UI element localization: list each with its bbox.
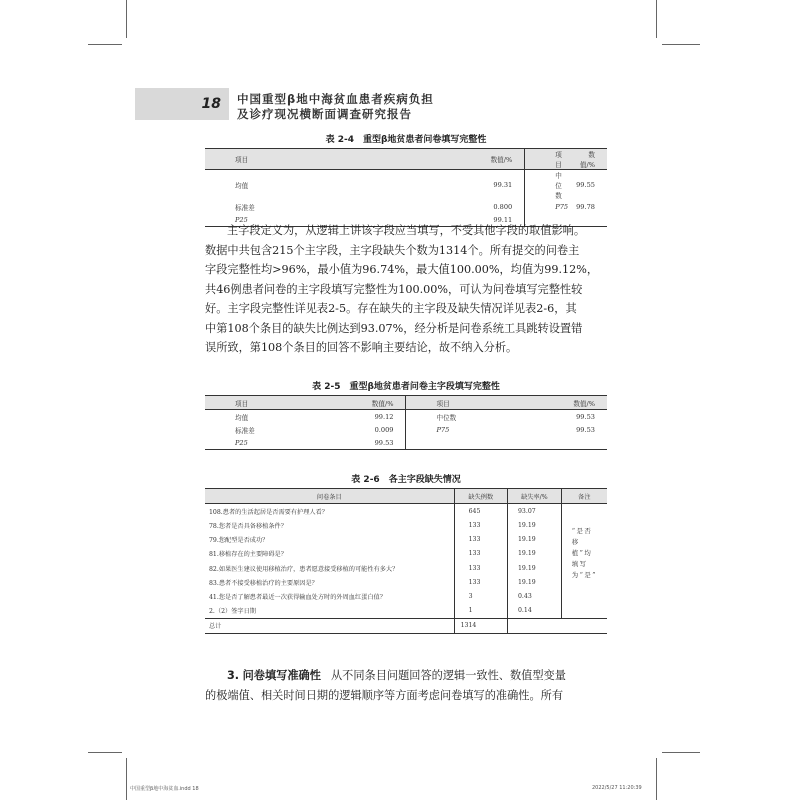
table-cell: 93.07	[507, 504, 561, 519]
crop-mark	[662, 752, 700, 753]
table-cell: 78.您者是否具备移植条件？	[205, 518, 454, 532]
table-cell: 81.移植存在的主要障碍是？	[205, 547, 454, 561]
table-cell: 99.53	[534, 410, 607, 424]
table-cell: 133	[454, 561, 507, 575]
table-cell: 133	[454, 533, 507, 547]
table-cell: 3	[454, 589, 507, 603]
table-cell: 99.11	[366, 213, 524, 227]
header-title-line2: 及诊疗现况横断面调查研究报告	[237, 107, 412, 121]
table-cell: 均值	[205, 410, 332, 424]
page-number: 18	[201, 96, 221, 112]
table-cell: 99.12	[332, 410, 406, 424]
paragraph-text: 从不同条目问题回答的逻辑一致性、数值型变量	[330, 669, 566, 682]
table-cell: 82.如果医生建议使用移植治疗，患者愿意接受移植的可能性有多大？	[205, 561, 454, 575]
table-row	[205, 589, 607, 603]
paragraph-line: 误所致，第108个条目的回答不影响主要结论，故不纳入分析。	[205, 341, 518, 354]
section-number: 3.	[227, 669, 240, 682]
table-2-4-caption: 表 2-4 重型β地贫患者问卷填写完整性	[325, 135, 487, 145]
table-row	[205, 575, 607, 589]
table-row	[205, 200, 607, 213]
table-cell: 99.31	[366, 170, 524, 201]
table-header-cell: 项目	[205, 396, 332, 410]
crop-mark	[126, 0, 127, 38]
crop-mark	[88, 752, 122, 753]
table-cell: P75	[436, 425, 450, 434]
table-cell: 19.19	[507, 518, 561, 532]
table-row	[205, 518, 607, 532]
paragraph-line: 字段完整性均>96%，最小值为96.74%，最大值100.00%，均值为99.12%，	[205, 263, 599, 276]
table-cell: 79.您配型是否成功？	[205, 533, 454, 547]
table-cell: 标准差	[235, 426, 255, 435]
table-cell: 0.009	[332, 423, 406, 436]
table-cell: 中位数	[406, 410, 534, 424]
table-cell: P75	[555, 202, 569, 211]
table-row	[205, 410, 607, 424]
table-cell: 99.78	[576, 202, 595, 211]
table-total-label: 总计	[205, 618, 454, 633]
table-header-cell: 备注	[561, 489, 607, 504]
table-header-cell: 问卷条目	[205, 489, 454, 504]
footer-timestamp: 2022/5/27 11:20:39	[592, 785, 642, 791]
table-cell: 99.53	[576, 425, 595, 434]
crop-mark	[656, 0, 657, 38]
crop-mark	[126, 758, 127, 800]
table-cell: 19.19	[507, 575, 561, 589]
table-row	[205, 504, 607, 519]
table-cell	[561, 504, 607, 519]
paragraph-line: 主字段定义为，从逻辑上讲该字段应当填写，不受其他字段的取值影响。	[227, 224, 586, 237]
body-paragraph	[205, 221, 607, 358]
table-cell: 133	[454, 518, 507, 532]
section-heading: 问卷填写准确性	[242, 669, 321, 682]
table-note: “是否移植”均填写为“是”	[571, 527, 598, 580]
crop-mark	[662, 44, 700, 45]
table-cell: 0.800	[366, 200, 524, 213]
table-cell: 133	[454, 547, 507, 561]
table-header-cell: 项目	[406, 396, 534, 410]
table-2-5	[205, 395, 607, 450]
table-cell: 108.患者的生活起居是否需要有护理人看？	[205, 504, 454, 519]
table-2-6	[205, 488, 607, 634]
crop-mark	[88, 44, 122, 45]
table-row	[205, 436, 607, 450]
table-cell: 2.（2）签字日期	[205, 604, 454, 619]
table-row	[205, 547, 607, 561]
table-cell: 19.19	[507, 533, 561, 547]
table-header-cell: 项目	[205, 149, 366, 170]
table-row	[205, 170, 607, 201]
table-cell	[561, 618, 607, 633]
table-cell	[406, 436, 534, 450]
table-cell: 99.55	[572, 170, 607, 201]
table-cell: 中位数	[525, 170, 572, 201]
table-cell: 19.19	[507, 561, 561, 575]
table-header-cell: 数值/%	[572, 149, 607, 170]
table-cell: 133	[454, 575, 507, 589]
table-2-5-caption: 表 2-5 重型β地贫患者问卷主字段填写完整性	[312, 382, 500, 392]
table-header-cell: 数值/%	[534, 396, 607, 410]
table-cell: 99.53	[332, 436, 406, 450]
table-cell: 标准差	[235, 203, 255, 212]
table-cell	[561, 604, 607, 619]
table-2-6-caption: 表 2-6 各主字段缺失情况	[351, 475, 461, 485]
paragraph-line: 共46例患者问卷的主字段填写完整性为100.00%，可认为问卷填写完整性较	[205, 282, 583, 296]
table-cell: 0.14	[507, 604, 561, 619]
table-cell: 0.43	[507, 589, 561, 603]
table-cell: 19.19	[507, 547, 561, 561]
footer-file-name: 中国重型β地中海贫血.indd 18	[130, 786, 199, 792]
table-cell: P25	[235, 438, 248, 447]
section-3-paragraph	[205, 666, 607, 705]
header-title-line1: 中国重型β地中海贫血患者疾病负担	[237, 92, 434, 106]
paragraph-line: 数据中共包含215个主字段，主字段缺失个数为1314个。所有提交的问卷主	[205, 243, 580, 257]
table-header-cell: 缺失率/%	[507, 489, 561, 504]
table-cell: 41.您是否了解患者最近一次获得输血处方时的外周血红蛋白值？	[205, 589, 454, 603]
table-header-cell: 项目	[525, 149, 572, 170]
table-cell: 1	[454, 604, 507, 619]
table-cell: 645	[454, 504, 507, 519]
table-cell	[561, 589, 607, 603]
table-header-cell: 数值/%	[332, 396, 406, 410]
table-cell: 均值	[205, 170, 366, 201]
table-row	[205, 561, 607, 575]
paragraph-line: 的极端值、相关时间日期的逻辑顺序等方面考虑问卷填写的准确性。所有	[205, 688, 564, 702]
table-header-cell: 数值/%	[366, 149, 524, 170]
paragraph-line	[205, 666, 607, 686]
paragraph-line: 好。主字段完整性详见表2-5。存在缺失的主字段及缺失情况详见表2-6，其	[205, 302, 577, 315]
table-cell	[534, 436, 607, 450]
paragraph-line: 中第108个条目的缺失比例达到93.07%，经分析是问卷系统工具跳转设置错	[205, 321, 583, 335]
table-row	[205, 423, 607, 436]
table-total-value: 1314	[454, 618, 507, 633]
table-row	[205, 604, 607, 619]
table-cell	[507, 618, 561, 633]
table-header-cell: 缺失例数	[454, 489, 507, 504]
table-total-row	[205, 618, 607, 633]
table-cell: 83.患者不接受移植治疗的主要原因是？	[205, 575, 454, 589]
table-cell: P25	[235, 215, 248, 224]
table-2-4	[205, 148, 607, 227]
crop-mark	[656, 758, 657, 800]
table-row	[205, 533, 607, 547]
